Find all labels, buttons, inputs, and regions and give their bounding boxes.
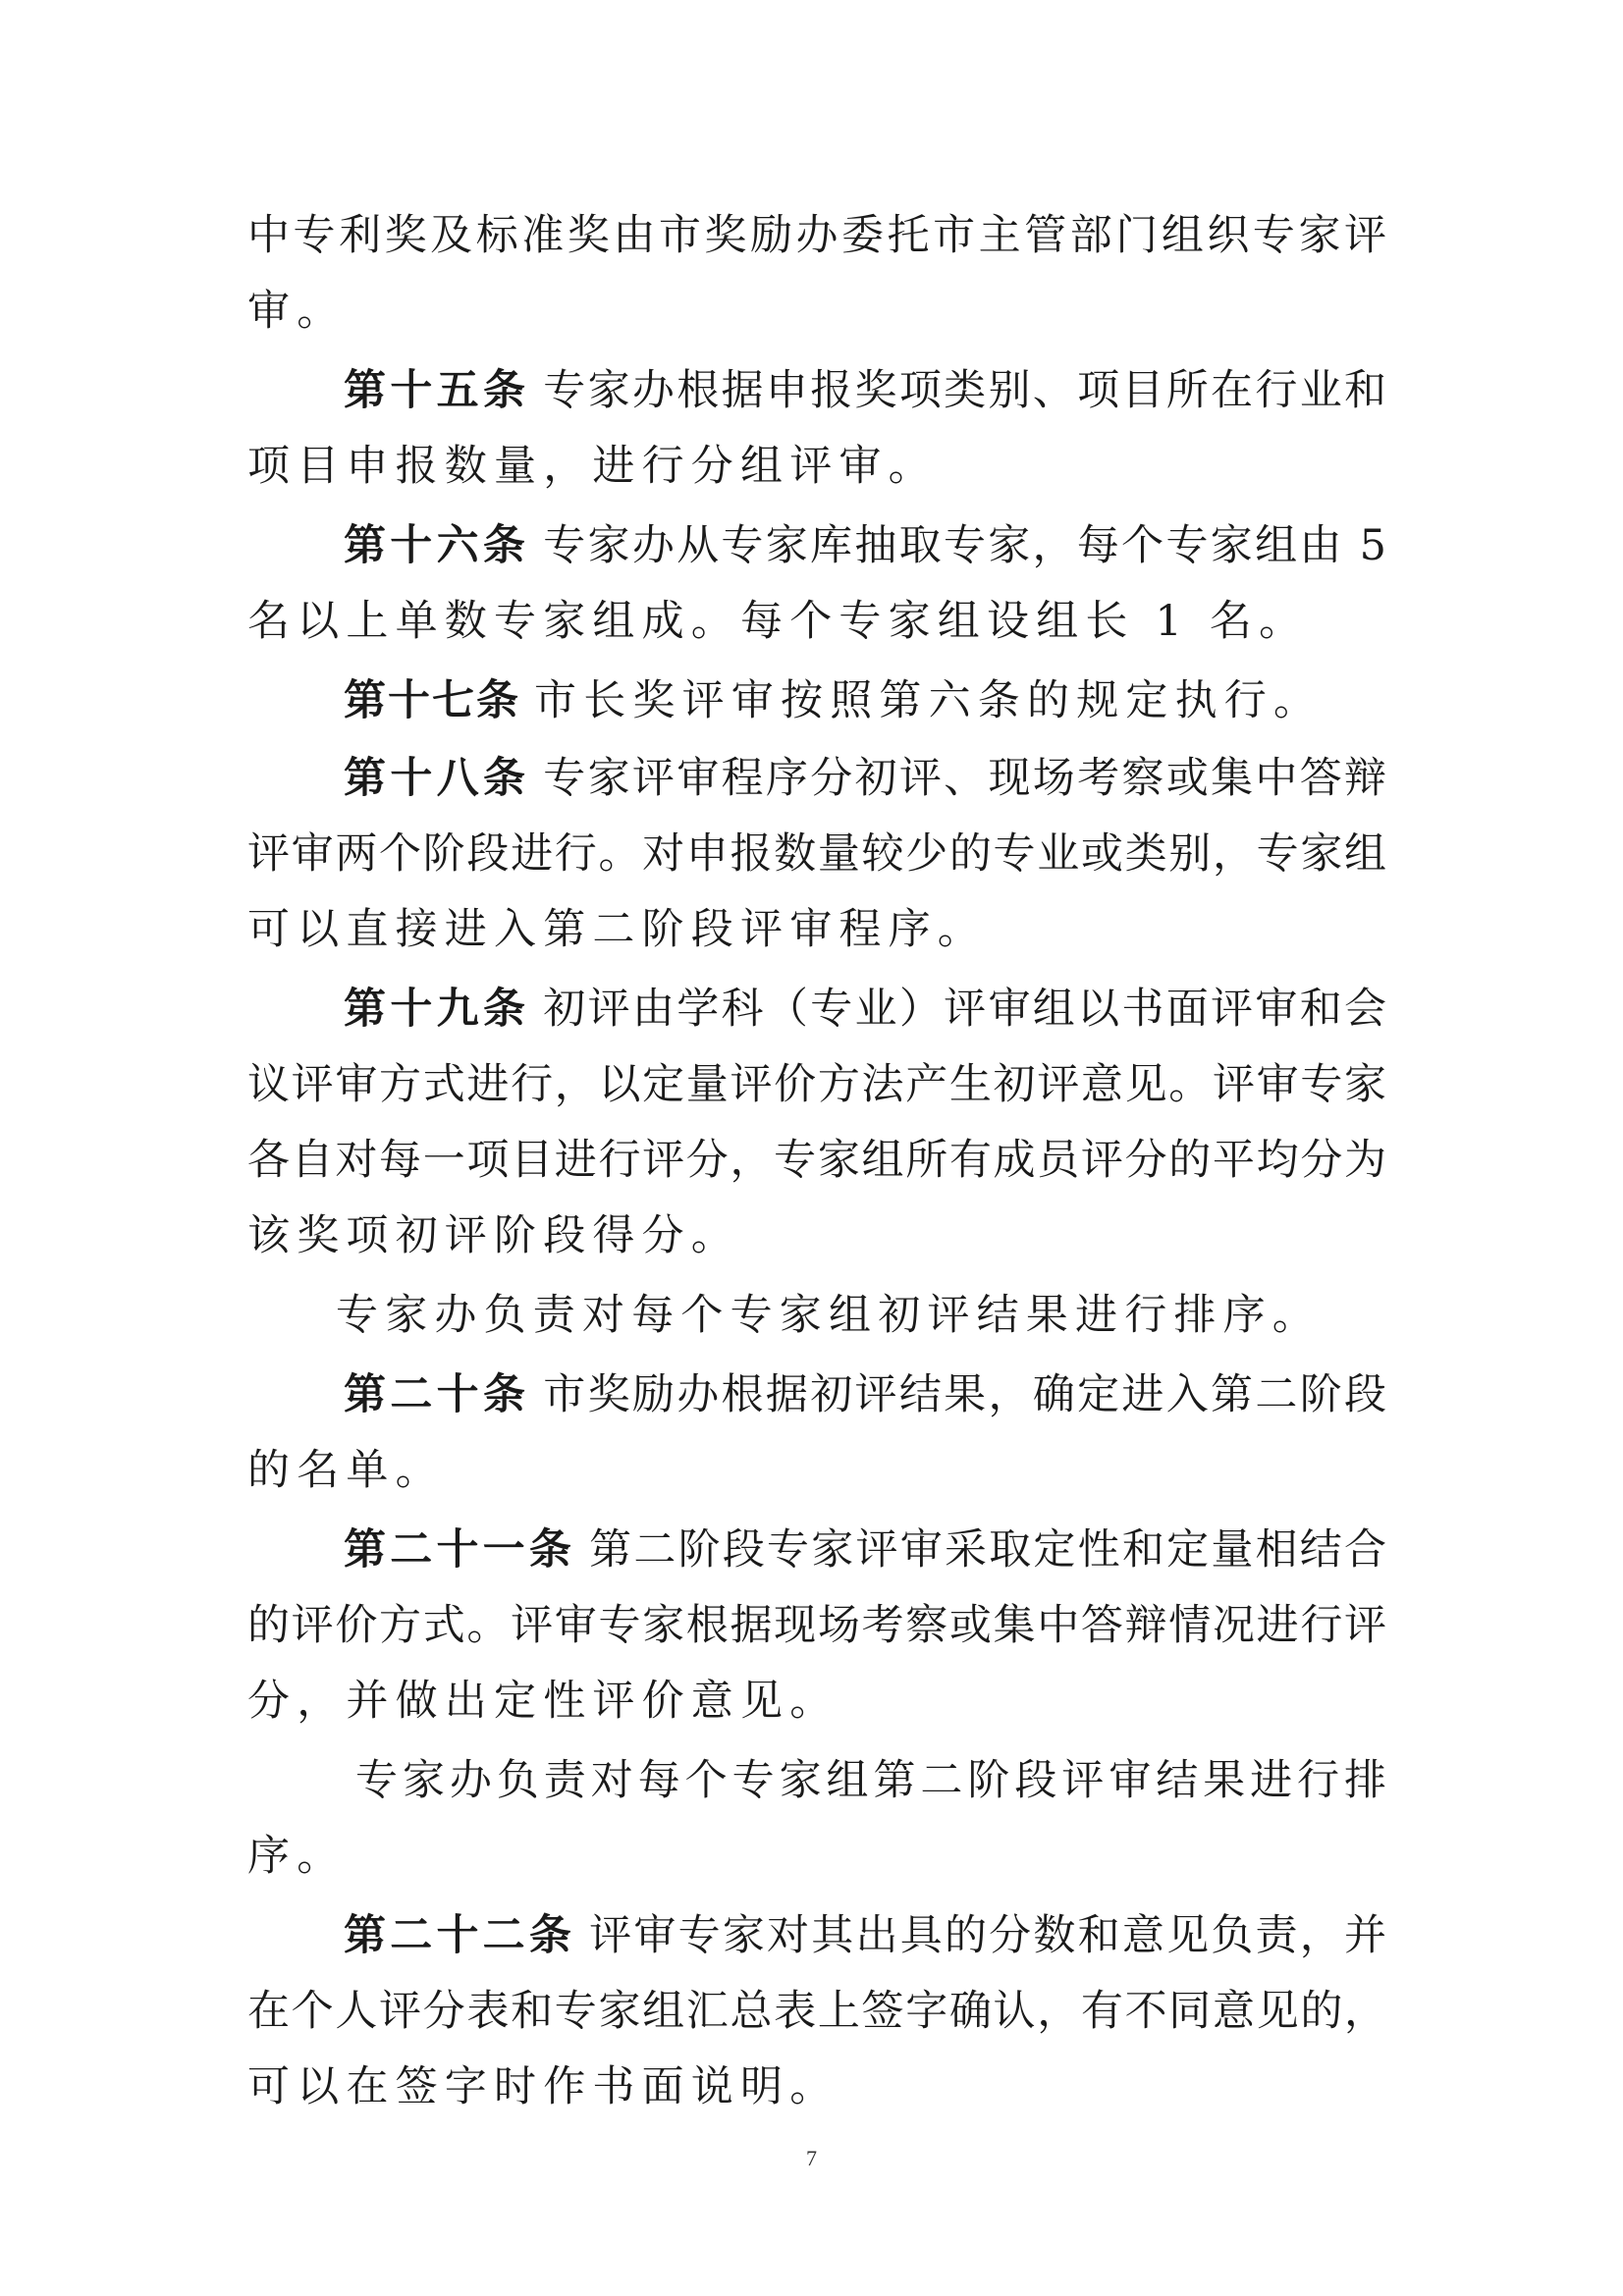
article-heading: 第十六条 — [344, 521, 530, 570]
line-text: 市长奖评审按照第六条的规定执行。 — [534, 676, 1324, 725]
article-21 — [344, 1525, 1387, 1575]
line-text: 可以在签字时作书面说明。 — [247, 2062, 839, 2111]
line-text: 该奖项初评阶段得分。 — [247, 1211, 740, 1260]
line-text: 的名单。 — [247, 1446, 445, 1495]
line-text: 评审两个阶段进行。对申报数量较少的专业或类别，专家组 — [247, 829, 1386, 879]
page-number: 7 — [806, 2146, 817, 2170]
line-text: 分，并做出定性评价意见。 — [247, 1677, 839, 1726]
line-text: 的评价方式。评审专家根据现场考察或集中答辩情况进行评 — [247, 1601, 1386, 1650]
line-text: 专家评审程序分初评、现场考察或集中答辩 — [543, 754, 1387, 803]
article-heading: 第十五条 — [344, 366, 530, 415]
article-heading: 第二十二条 — [344, 1911, 576, 1960]
line-text: 在个人评分表和专家组汇总表上签字确认，有不同意见的， — [247, 1987, 1386, 2036]
line-text: 项目申报数量，进行分组评审。 — [247, 442, 938, 491]
text-line — [247, 597, 1386, 646]
line-text: 市奖励办根据初评结果，确定进入第二阶段 — [543, 1370, 1387, 1419]
text-line — [247, 1987, 1386, 2036]
article-heading: 第十九条 — [344, 985, 530, 1034]
line-text: 可以直接进入第二阶段评审程序。 — [247, 905, 987, 954]
line-text: 议评审方式进行，以定量评价方法产生初评意见。评审专家 — [247, 1060, 1386, 1109]
line-text: 专家办负责对每个专家组初评结果进行排序。 — [336, 1291, 1322, 1340]
line-text: 名以上单数专家组成。每个专家组设组长 1 名。 — [247, 597, 1309, 646]
text-line — [247, 829, 1386, 879]
article-17 — [344, 676, 1483, 725]
text-line — [247, 905, 1386, 954]
line-text: 专家办根据申报奖项类别、项目所在行业和 — [543, 366, 1387, 415]
text-line — [247, 211, 1386, 260]
text-line — [247, 1446, 1386, 1495]
text-line — [247, 1601, 1386, 1650]
article-heading: 第十七条 — [344, 676, 520, 725]
article-22 — [344, 1911, 1387, 1960]
line-text: 中专利奖及标准奖由市奖励办委托市主管部门组织专家评 — [247, 211, 1386, 260]
line-text: 评审专家对其出具的分数和意见负责，并 — [589, 1911, 1387, 1960]
text-line — [336, 1291, 1475, 1340]
text-line — [247, 1211, 1386, 1260]
article-19 — [344, 985, 1387, 1034]
text-line — [247, 1060, 1386, 1109]
article-18 — [344, 754, 1387, 803]
text-line — [355, 1756, 1386, 1805]
line-text: 各自对每一项目进行评分，专家组所有成员评分的平均分为 — [247, 1136, 1386, 1185]
text-line — [247, 442, 1386, 491]
text-line — [247, 1832, 1386, 1881]
article-15 — [344, 366, 1387, 415]
article-16 — [344, 521, 1387, 570]
line-text: 初评由学科（专业）评审组以书面评审和会 — [543, 985, 1387, 1034]
article-20 — [344, 1370, 1387, 1419]
article-heading: 第十八条 — [344, 754, 530, 803]
text-line — [247, 1677, 1386, 1726]
line-text: 审。 — [247, 287, 347, 336]
text-line — [247, 2062, 1386, 2111]
line-text: 专家办从专家库抽取专家，每个专家组由 5 — [543, 521, 1387, 570]
text-line — [247, 287, 1386, 336]
text-line — [247, 1136, 1386, 1185]
line-text: 专家办负责对每个专家组第二阶段评审结果进行排 — [355, 1756, 1386, 1805]
article-heading: 第二十条 — [344, 1370, 530, 1419]
line-text: 序。 — [247, 1832, 347, 1881]
article-heading: 第二十一条 — [344, 1525, 576, 1575]
line-text: 第二阶段专家评审采取定性和定量相结合 — [589, 1525, 1387, 1575]
